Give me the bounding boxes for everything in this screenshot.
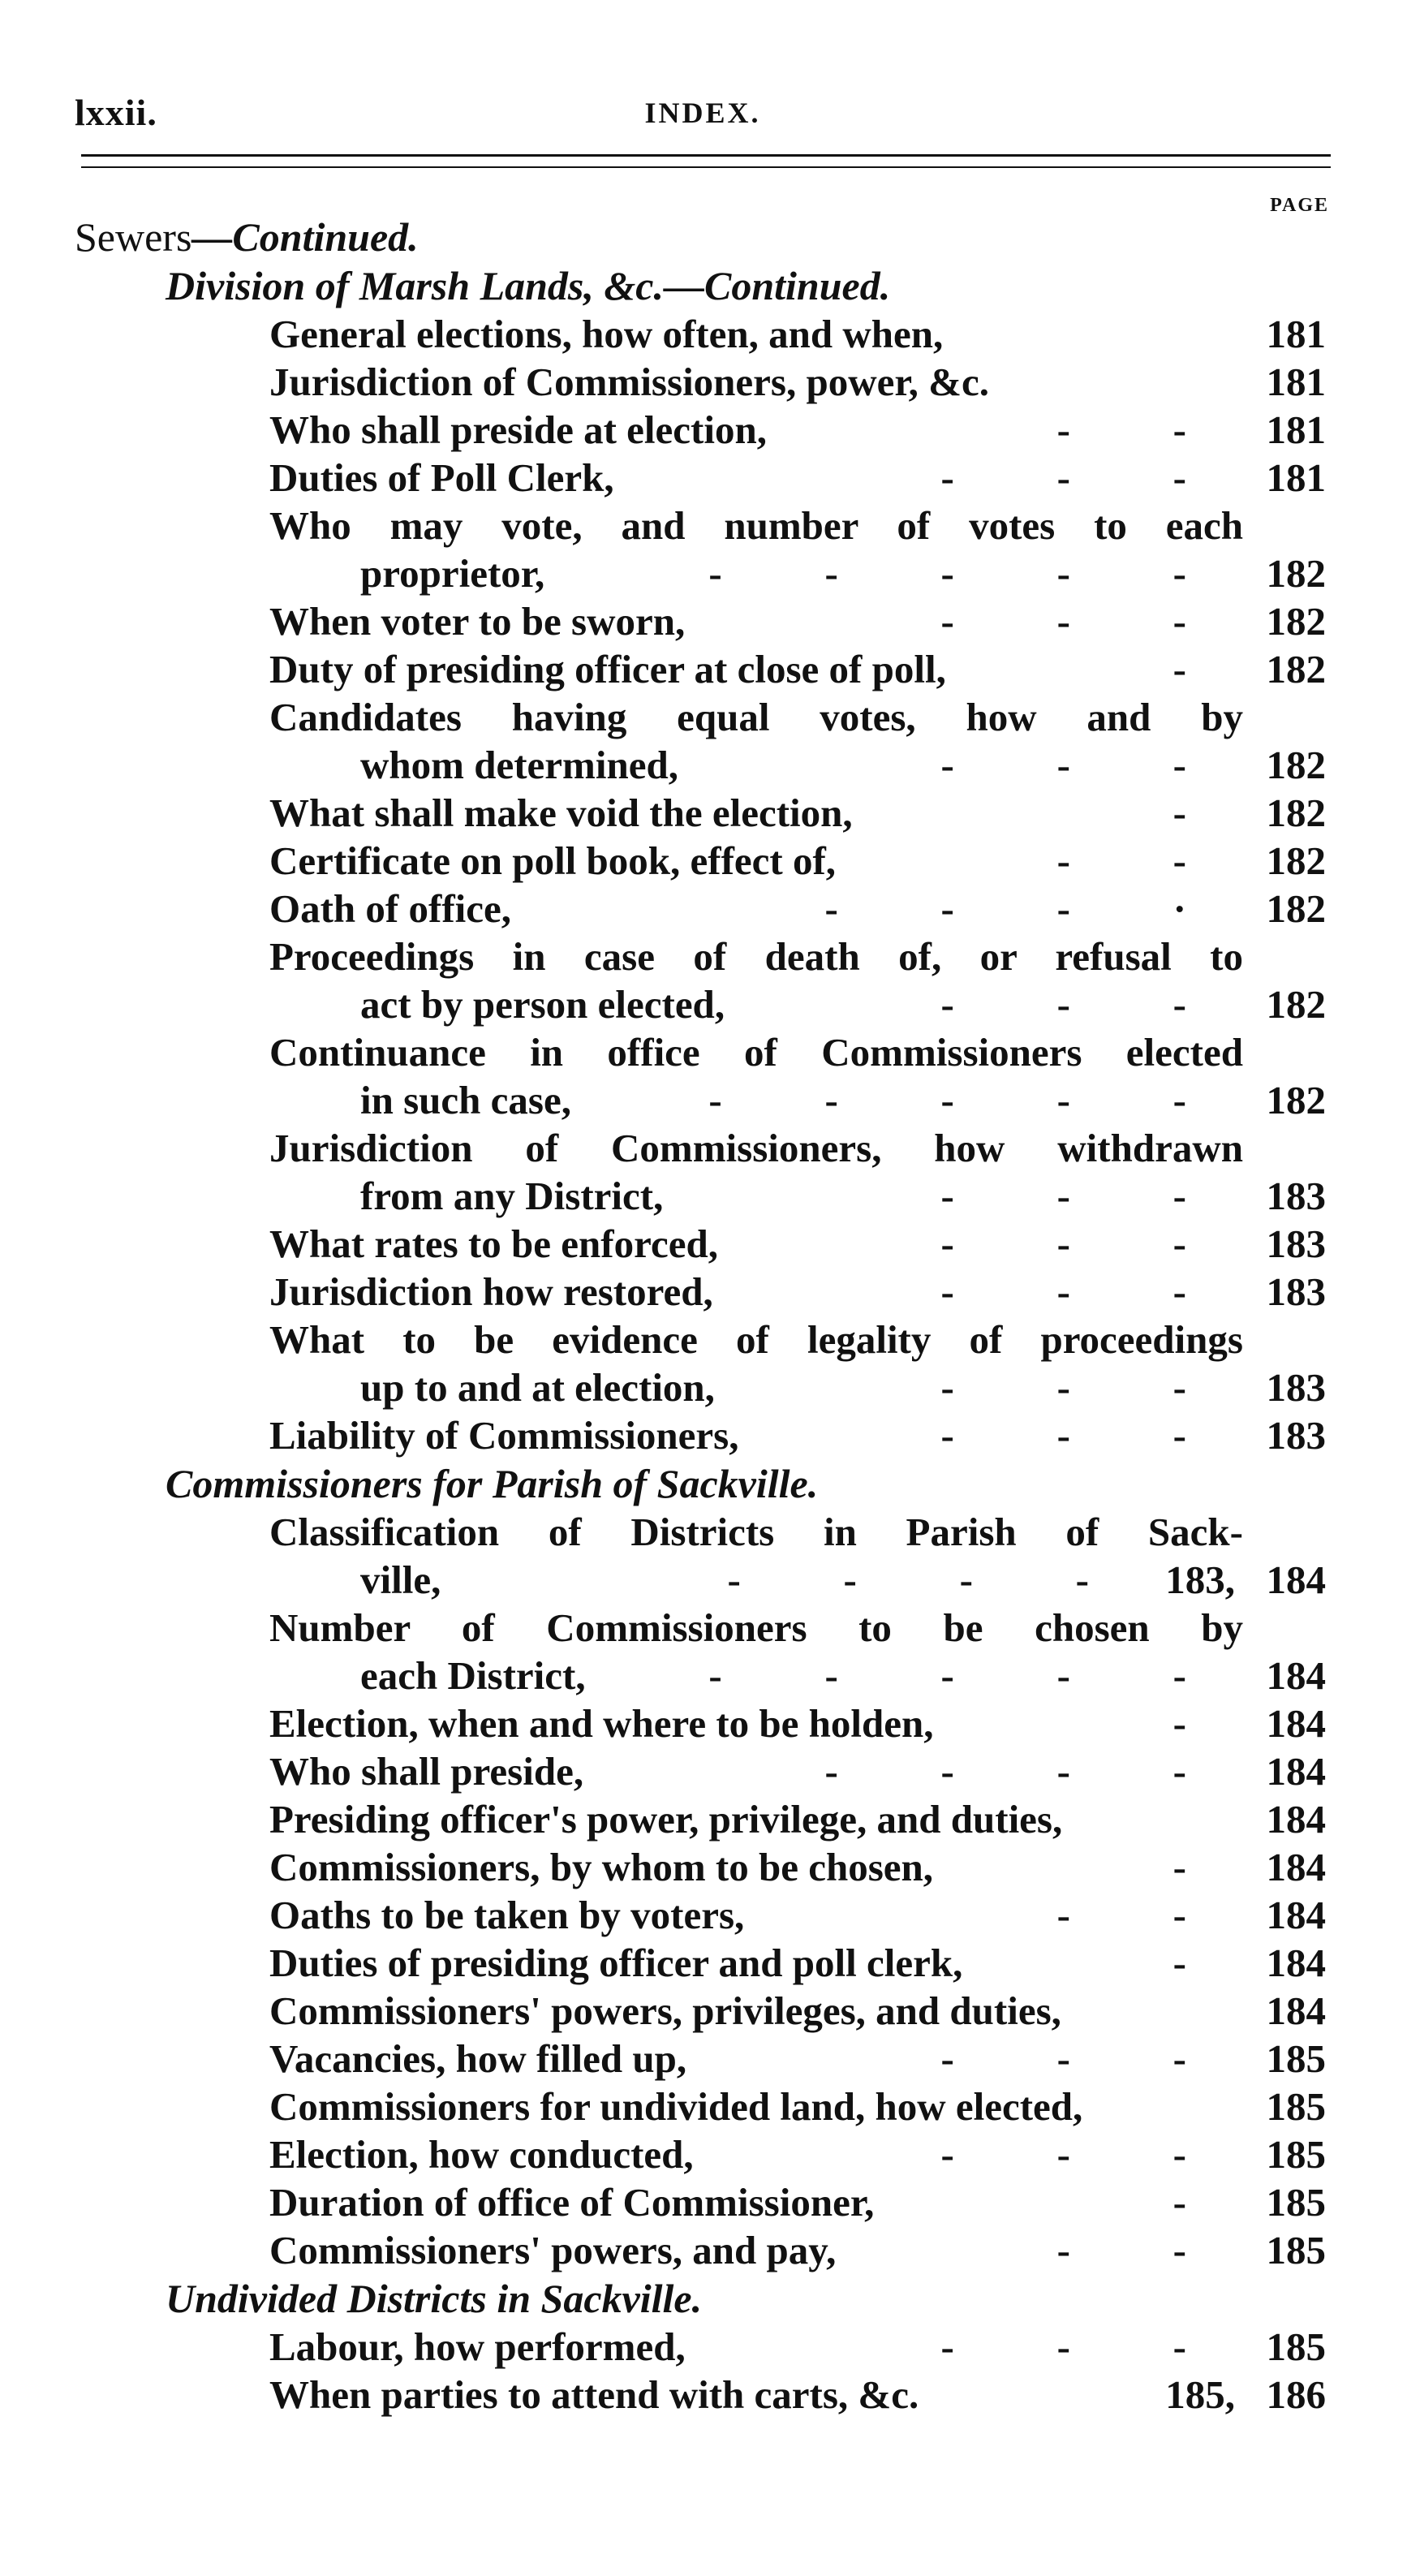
entry-text: Who shall preside,	[269, 1749, 584, 1794]
section-continued: —Continued.	[191, 214, 419, 260]
entry-text: What to be evidence of legality of proceedings	[269, 1317, 1243, 1362]
entry-text: in such case,	[360, 1078, 572, 1122]
leader-dashes: -	[1172, 1701, 1186, 1746]
entry-text: Oath of office,	[269, 886, 511, 931]
leader-dashes: - - -	[940, 2324, 1186, 2369]
page-reference: 184	[1266, 1893, 1326, 1937]
page-number: lxxii.	[75, 92, 157, 133]
entry-text: Who may vote, and number of votes to each	[269, 503, 1243, 548]
entry-text: What shall make void the election,	[269, 790, 853, 835]
index-entry-line	[75, 1652, 1332, 1699]
entry-text: Jurisdiction how restored,	[269, 1269, 713, 1314]
leader-dashes: - - -	[940, 1221, 1186, 1266]
page-reference: 182	[1266, 1078, 1326, 1122]
leader-dashes: - - - - -	[708, 1078, 1186, 1122]
page-reference: 183	[1266, 1413, 1326, 1458]
index-entry-line	[75, 1076, 1332, 1124]
page-reference: 184	[1266, 1557, 1326, 1602]
page-reference: 185	[1266, 2132, 1326, 2177]
page-reference: 183	[1266, 1365, 1326, 1410]
leader-dashes: - - -	[940, 2036, 1186, 2081]
leader-dashes: - - -	[940, 1269, 1186, 1314]
page-reference: 181	[1266, 407, 1326, 452]
index-entry-line	[75, 645, 1332, 693]
leader-dashes: - - -	[940, 1365, 1186, 1410]
entry-text: Commissioners' powers, and pay,	[269, 2228, 837, 2272]
entry-text: General elections, how often, and when,	[269, 312, 944, 356]
page-reference: 186	[1266, 2372, 1326, 2417]
leader-dashes: - -	[1056, 407, 1186, 452]
index-entries	[75, 213, 1332, 2419]
page-reference: 182	[1266, 790, 1326, 835]
index-entry-line	[75, 1604, 1332, 1652]
leader-dashes: - -	[1056, 2228, 1186, 2272]
entry-text: each District,	[360, 1653, 586, 1698]
leader-dashes: - - - -	[727, 1557, 1089, 1602]
leader-dashes: - - -	[940, 599, 1186, 644]
running-title: INDEX.	[644, 97, 761, 129]
page-reference: 181	[1266, 312, 1326, 356]
index-entry-line	[75, 1172, 1332, 1220]
page-reference: 184	[1266, 1797, 1326, 1842]
entry-text: Duties of Poll Clerk,	[269, 455, 614, 500]
leader-dashes: -	[1172, 2180, 1186, 2225]
page-reference: 184	[1266, 1941, 1326, 1985]
page-reference: 184	[1266, 1845, 1326, 1889]
leader-dashes: - - - - -	[708, 551, 1186, 596]
leader-dashes: -	[1172, 1941, 1186, 1985]
entry-text: Proceedings in case of death of, or refusal to	[269, 934, 1243, 979]
page-reference: 181	[1266, 455, 1326, 500]
index-entry-line	[75, 1556, 1332, 1604]
index-entry-line	[75, 2035, 1332, 2083]
page-reference: 184	[1266, 1749, 1326, 1794]
entry-text: Commissioners for undivided land, how elected,	[269, 2084, 1083, 2129]
index-entry-line	[75, 1363, 1332, 1411]
entry-text: Vacancies, how filled up,	[269, 2036, 687, 2081]
leader-dashes: - -	[1056, 838, 1186, 883]
index-entry-line	[75, 741, 1332, 789]
index-entry-line	[75, 310, 1332, 358]
index-entry-line	[75, 1411, 1332, 1459]
index-entry-line	[75, 693, 1332, 741]
index-entry-line	[75, 1268, 1332, 1316]
page-column-label: PAGE	[1270, 195, 1329, 216]
page-reference: 183	[1266, 1269, 1326, 1314]
entry-text: Certificate on poll book, effect of,	[269, 838, 837, 883]
index-entry-line	[75, 1795, 1332, 1843]
page-reference: 185	[1266, 2180, 1326, 2225]
entry-text: Candidates having equal votes, how and by	[269, 695, 1243, 739]
index-entry-line	[75, 2178, 1332, 2226]
entry-text: Liability of Commissioners,	[269, 1413, 739, 1458]
subsection-heading: Undivided Districts in Sackville.	[166, 2276, 703, 2321]
section-heading	[75, 213, 1332, 261]
index-entry-line	[75, 2323, 1332, 2371]
index-entry-line	[75, 1747, 1332, 1795]
entry-text: ville,	[360, 1557, 441, 1602]
entry-text: Commissioners, by whom to be chosen,	[269, 1845, 934, 1889]
index-entry-line	[75, 2130, 1332, 2178]
page-reference: 183	[1266, 1174, 1326, 1218]
index-entry-line	[75, 885, 1332, 933]
header-rule	[81, 154, 1331, 168]
entry-text: Classification of Districts in Parish of Sack-	[269, 1510, 1243, 1554]
page-reference: 185	[1266, 2036, 1326, 2081]
index-entry-line	[75, 358, 1332, 406]
leader-dashes: - - -	[940, 2132, 1186, 2177]
entry-text: whom determined,	[360, 743, 678, 787]
index-entry-line	[75, 2226, 1332, 2274]
entry-text: Number of Commissioners to be chosen by	[269, 1605, 1243, 1650]
leader-dashes: - - -	[940, 743, 1186, 787]
index-entry-line	[75, 837, 1332, 885]
page-reference: 182	[1266, 743, 1326, 787]
page-reference: 181	[1266, 360, 1326, 404]
entry-text: Presiding officer's power, privilege, and duties,	[269, 1797, 1063, 1842]
entry-text: Election, how conducted,	[269, 2132, 694, 2177]
running-head	[75, 91, 1331, 140]
page-reference-start: 185,	[1165, 2372, 1235, 2417]
index-entry-line	[75, 454, 1332, 502]
leader-dashes: -	[1172, 1845, 1186, 1889]
page-reference-start: 183,	[1165, 1557, 1235, 1602]
entry-text: Duration of office of Commissioner,	[269, 2180, 875, 2225]
index-entry-line	[75, 1028, 1332, 1076]
entry-text: What rates to be enforced,	[269, 1221, 718, 1266]
index-entry-line	[75, 1891, 1332, 1939]
page-reference: 184	[1266, 1701, 1326, 1746]
index-entry-line	[75, 502, 1332, 549]
entry-text: Duties of presiding officer and poll clerk,	[269, 1941, 963, 1985]
page-reference: 182	[1266, 982, 1326, 1027]
page-reference: 182	[1266, 886, 1326, 931]
page-reference: 185	[1266, 2324, 1326, 2369]
entry-text: When voter to be sworn,	[269, 599, 686, 644]
entry-text: act by person elected,	[360, 982, 725, 1027]
page-reference: 182	[1266, 551, 1326, 596]
index-entry-line	[75, 1316, 1332, 1363]
page-reference: 182	[1266, 599, 1326, 644]
leader-dashes: - - - - -	[708, 1653, 1186, 1698]
leader-dashes: - - -	[940, 455, 1186, 500]
index-entry-line	[75, 549, 1332, 597]
page-reference: 182	[1266, 647, 1326, 691]
index-entry-line	[75, 1987, 1332, 2035]
entry-text: Election, when and where to be holden,	[269, 1701, 934, 1746]
index-entry-line	[75, 1220, 1332, 1268]
index-entry-line	[75, 406, 1332, 454]
entry-text: When parties to attend with carts, &c.	[269, 2372, 919, 2417]
entry-text: Oaths to be taken by voters,	[269, 1893, 745, 1937]
entry-text: Labour, how performed,	[269, 2324, 686, 2369]
leader-dashes: - - - ·	[824, 886, 1186, 931]
leader-dashes: - - -	[940, 982, 1186, 1027]
index-entry-line	[75, 597, 1332, 645]
index-entry-line	[75, 2083, 1332, 2130]
index-entry-line	[75, 1699, 1332, 1747]
index-entry-line	[75, 1124, 1332, 1172]
index-entry-line	[75, 1939, 1332, 1987]
entry-text: up to and at election,	[360, 1365, 715, 1410]
subsection-heading: Commissioners for Parish of Sackville.	[166, 1461, 819, 1506]
subsection-heading: Division of Marsh Lands, &c.—Continued.	[166, 263, 891, 308]
entry-text: proprietor,	[360, 551, 545, 596]
index-entry-line	[75, 789, 1332, 837]
index-entry-line	[75, 2371, 1332, 2419]
entry-text: Commissioners' powers, privileges, and duties,	[269, 1988, 1061, 2033]
entry-text: Jurisdiction of Commissioners, power, &c.	[269, 360, 989, 404]
entry-text: Jurisdiction of Commissioners, how withdrawn	[269, 1126, 1243, 1170]
leader-dashes: - - - -	[824, 1749, 1186, 1794]
index-entry-line	[75, 933, 1332, 980]
leader-dashes: - - -	[940, 1174, 1186, 1218]
page-reference: 185	[1266, 2228, 1326, 2272]
leader-dashes: - -	[1056, 1893, 1186, 1937]
page-reference: 183	[1266, 1221, 1326, 1266]
leader-dashes: - - -	[940, 1413, 1186, 1458]
entry-text: Who shall preside at election,	[269, 407, 767, 452]
entry-text: Duty of presiding officer at close of poll,	[269, 647, 946, 691]
entry-text: from any District,	[360, 1174, 664, 1218]
leader-dashes: -	[1172, 790, 1186, 835]
page-reference: 184	[1266, 1988, 1326, 2033]
leader-dashes: -	[1172, 647, 1186, 691]
section-title: Sewers	[75, 214, 192, 260]
page-reference: 182	[1266, 838, 1326, 883]
entry-text: Continuance in office of Commissioners elected	[269, 1030, 1243, 1075]
index-entry-line	[75, 1508, 1332, 1556]
index-entry-line	[75, 1843, 1332, 1891]
index-entry-line	[75, 980, 1332, 1028]
page-reference: 184	[1266, 1653, 1326, 1698]
page-reference: 185	[1266, 2084, 1326, 2129]
